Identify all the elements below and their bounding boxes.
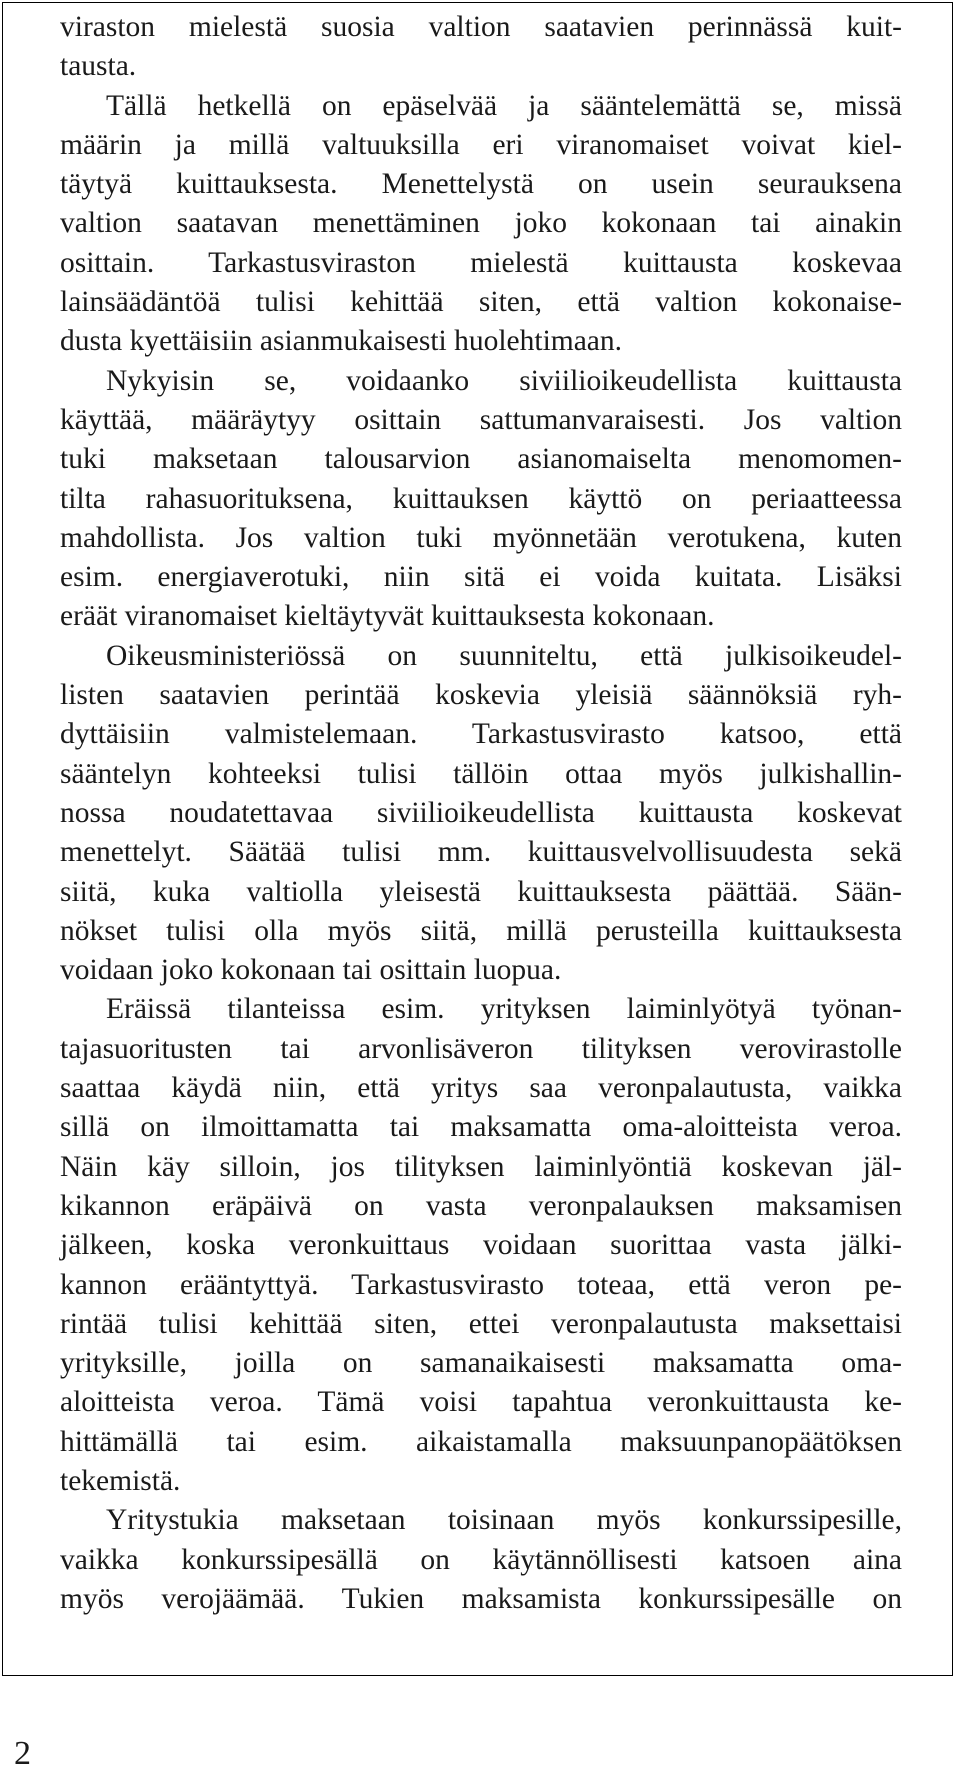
- text-line: rintää tulisi kehittää siten, ettei veronpalautusta maksettaisi: [60, 1307, 902, 1340]
- text-line: esim. energiaverotuki, niin sitä ei voida kuitata. Lisäksi: [60, 561, 902, 594]
- text-line: täytyä kuittauksesta. Menettelystä on usein seurauksena: [60, 168, 902, 201]
- text-line: menettelyt. Säätää tulisi mm. kuittausvelvollisuudesta sekä: [60, 836, 902, 869]
- text-line: kikannon eräpäivä on vasta veronpalauksen maksamisen: [60, 1189, 902, 1222]
- text-line: dyttäisiin valmistelemaan. Tarkastusvirasto katsoo, että: [60, 718, 902, 751]
- text-line: tilta rahasuorituksena, kuittauksen käyttö on periaatteessa: [60, 482, 902, 515]
- text-line: kannon erääntyttyä. Tarkastusvirasto toteaa, että veron pe-: [60, 1268, 902, 1301]
- text-line: määrin ja millä valtuuksilla eri viranomaiset voivat kiel-: [60, 128, 902, 161]
- text-line: tausta.: [60, 50, 137, 83]
- text-line: myös verojäämää. Tukien maksamista konkurssipesälle on: [60, 1582, 902, 1615]
- text-line: tekemistä.: [60, 1464, 181, 1497]
- text-line: viraston mielestä suosia valtion saatavien perinnässä kuit-: [60, 11, 902, 43]
- text-line: tuki maksetaan talousarvion asianomaiselta menomomen-: [60, 443, 902, 476]
- text-line: Näin käy silloin, jos tilityksen laiminlyöntiä koskevan jäl-: [60, 1150, 902, 1183]
- text-line: käyttää, määräytyy osittain sattumanvaraisesti. Jos valtion: [60, 403, 902, 436]
- page-number: 2: [14, 1735, 31, 1772]
- text-line: tajasuoritusten tai arvonlisäveron tilityksen verovirastolle: [60, 1032, 902, 1065]
- body-text: [60, 8, 902, 1619]
- text-line: osittain. Tarkastusviraston mielestä kuittausta koskevaa: [60, 246, 902, 279]
- text-line: valtion saatavan menettäminen joko kokonaan tai ainakin: [60, 207, 902, 240]
- text-line: nökset tulisi olla myös siitä, millä perusteilla kuittauksesta: [60, 914, 902, 947]
- page-frame: [2, 2, 953, 1676]
- text-line: Eräissä tilanteissa esim. yrityksen laiminlyötyä työnan-: [106, 993, 902, 1026]
- text-line: lainsäädäntöä tulisi kehittää siten, että valtion kokonaise-: [60, 286, 902, 319]
- text-line: siitä, kuka valtiolla yleisestä kuittauksesta päättää. Sään-: [60, 875, 902, 908]
- text-line: yrityksille, joilla on samanaikaisesti maksamatta oma-: [60, 1347, 902, 1380]
- text-line: jälkeen, koska veronkuittaus voidaan suorittaa vasta jälki-: [60, 1229, 902, 1262]
- text-line: Nykyisin se, voidaanko siviilioikeudellista kuittausta: [106, 364, 902, 397]
- text-line: Oikeusministeriössä on suunniteltu, että julkisoikeudel-: [106, 639, 902, 672]
- text-line: saattaa käydä niin, että yritys saa veronpalautusta, vaikka: [60, 1072, 902, 1105]
- text-line: Yritystukia maksetaan toisinaan myös konkurssipesille,: [106, 1504, 902, 1537]
- text-line: dusta kyettäisiin asianmukaisesti huolehtimaan.: [60, 325, 623, 358]
- text-line: Tällä hetkellä on epäselvää ja sääntelemättä se, missä: [106, 89, 902, 122]
- text-line: eräät viranomaiset kieltäytyvät kuittauksesta kokonaan.: [60, 600, 715, 633]
- text-line: vaikka konkurssipesällä on käytännöllisesti katsoen aina: [60, 1543, 902, 1576]
- text-line: sääntelyn kohteeksi tulisi tällöin ottaa myös julkishallin-: [60, 757, 902, 790]
- text-line: listen saatavien perintää koskevia yleisiä säännöksiä ryh-: [60, 679, 902, 712]
- text-line: nossa noudatettavaa siviilioikeudellista kuittausta koskevat: [60, 796, 902, 829]
- text-line: hittämällä tai esim. aikaistamalla maksuunpanopäätöksen: [60, 1425, 902, 1458]
- text-line: voidaan joko kokonaan tai osittain luopua.: [60, 954, 562, 987]
- text-line: sillä on ilmoittamatta tai maksamatta oma-aloitteista veroa.: [60, 1111, 902, 1144]
- text-line: aloitteista veroa. Tämä voisi tapahtua veronkuittausta ke-: [60, 1386, 902, 1419]
- text-line: mahdollista. Jos valtion tuki myönnetään verotukena, kuten: [60, 521, 902, 554]
